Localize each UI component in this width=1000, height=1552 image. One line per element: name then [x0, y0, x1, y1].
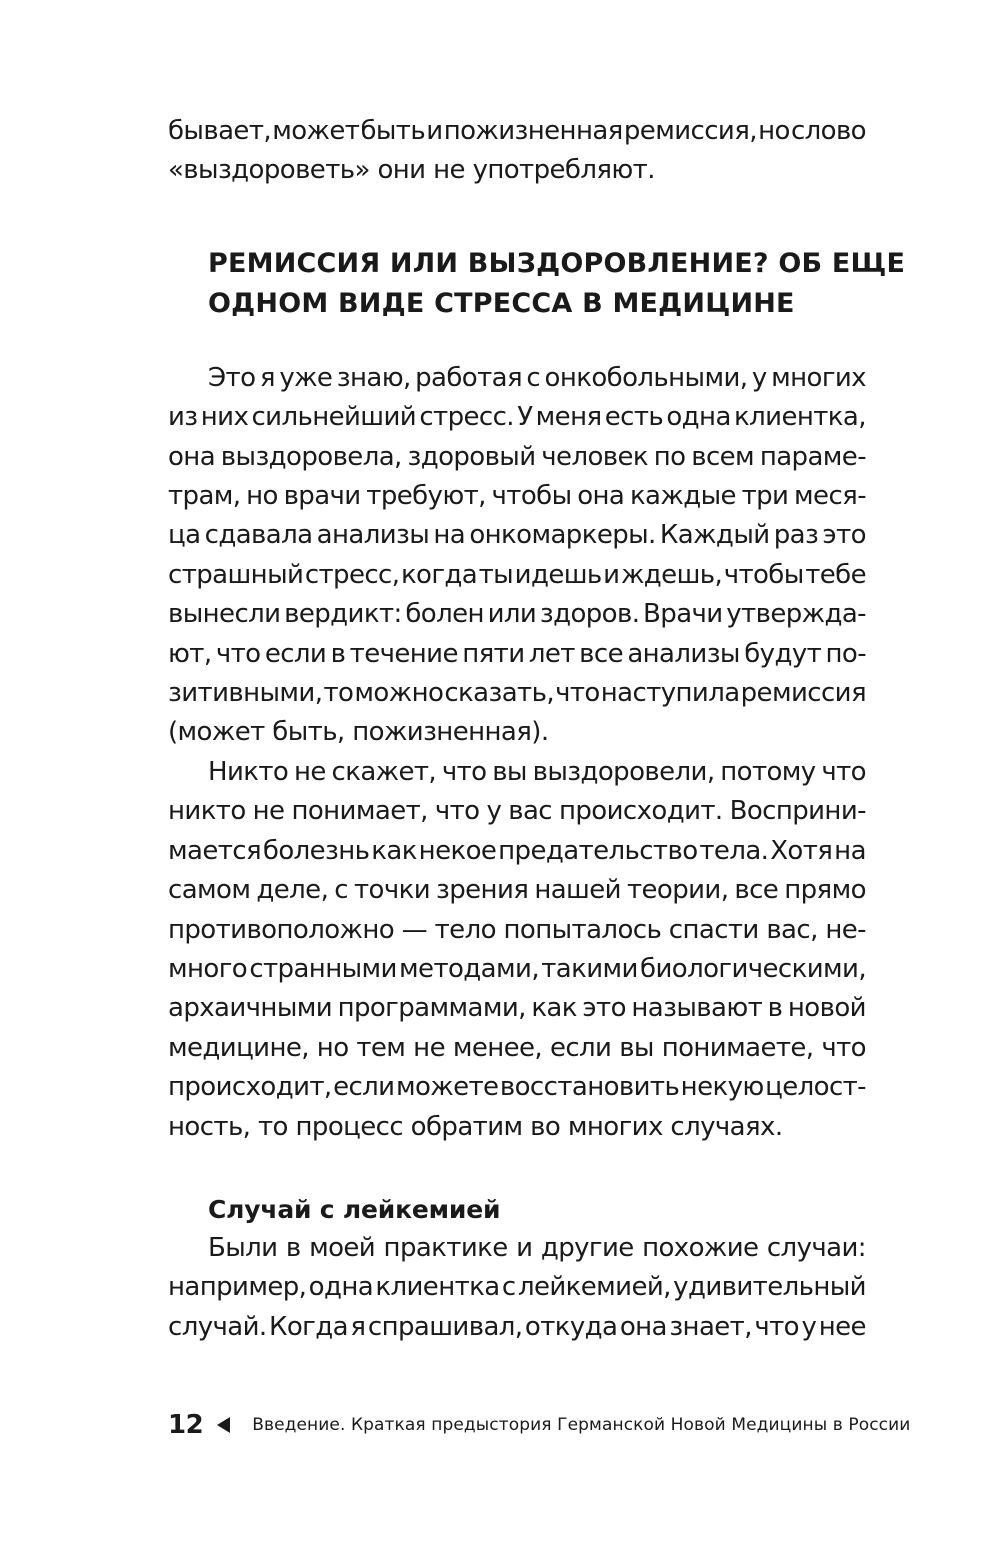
text-line: происходит, если можете восстановить некую целост-: [168, 1072, 866, 1103]
text-line: бывает, может быть и пожизненная ремиссия, но слово: [168, 116, 866, 146]
text-line: из них сильнейший стресс. У меня есть одна клиентка,: [168, 402, 866, 433]
text-line: вынесли вердикт: болен или здоров. Врачи утвержда-: [168, 599, 866, 630]
text-line: ность, то процесс обратим во многих случаях.: [168, 1111, 783, 1142]
text-line: мается болезнь как некое предательство тела. Хотя на: [168, 835, 866, 866]
text-line: страшный стресс, когда ты идешь и ждешь, чтобы тебе: [168, 559, 866, 590]
text-line: Были в моей практике и другие похожие случаи:: [208, 1232, 866, 1263]
page-footer: [168, 1410, 911, 1440]
page-number: 12: [168, 1410, 204, 1440]
page-body: [168, 112, 906, 1347]
paragraph-1: [168, 359, 866, 753]
text-line: ют, что если в течение пяти лет все анализы будут по-: [168, 638, 866, 669]
text-line: никто не понимает, что у вас происходит. Восприни-: [168, 796, 866, 827]
heading-line: ОДНОМ ВИДЕ СТРЕССА В МЕДИЦИНЕ: [208, 287, 795, 319]
text-line: (может быть, пожизненная).: [168, 717, 549, 748]
text-line: много странными методами, такими биологическими,: [168, 953, 866, 984]
subheading: Случай с лейкемией: [208, 1194, 501, 1224]
text-line: случай. Когда я спрашивал, откуда она знает, что у нее: [168, 1311, 866, 1342]
heading-line: РЕМИССИЯ ИЛИ ВЫЗДОРОВЛЕНИЕ? ОБ ЕЩЕ: [208, 247, 906, 279]
text-line: самом деле, с точки зрения нашей теории, все прямо: [168, 875, 866, 906]
text-line: она выздоровела, здоровый человек по всем параме-: [168, 441, 866, 472]
text-line: ца сдавала анализы на онкомаркеры. Каждый раз это: [168, 520, 866, 551]
text-line: «выздороветь» они не употребляют.: [168, 155, 655, 186]
paragraph-3: [168, 1229, 866, 1347]
text-line: архаичными программами, как это называют в новой: [168, 993, 866, 1024]
text-line: например, одна клиентка с лейкемией, удивительный: [168, 1272, 866, 1303]
text-line: зитивными, то можно сказать, что наступила ремиссия: [168, 678, 866, 709]
text-line: трам, но врачи требуют, чтобы она каждые три меся-: [168, 481, 866, 512]
triangle-left-icon: [217, 1417, 230, 1433]
section-heading: [208, 244, 906, 324]
opening-paragraph: [168, 112, 866, 191]
text-line: противоположно — тело попыталось спасти вас, не-: [168, 914, 866, 945]
text-line: медицине, но тем не менее, если вы понимаете, что: [168, 1032, 866, 1063]
text-line: Никто не скажет, что вы выздоровели, потому что: [208, 756, 866, 787]
running-head: Введение. Краткая предыстория Германской Новой Медицины в России: [252, 1415, 911, 1435]
text-line: Это я уже знаю, работая с онкобольными, у многих: [208, 362, 866, 393]
paragraph-2: [168, 753, 866, 1147]
